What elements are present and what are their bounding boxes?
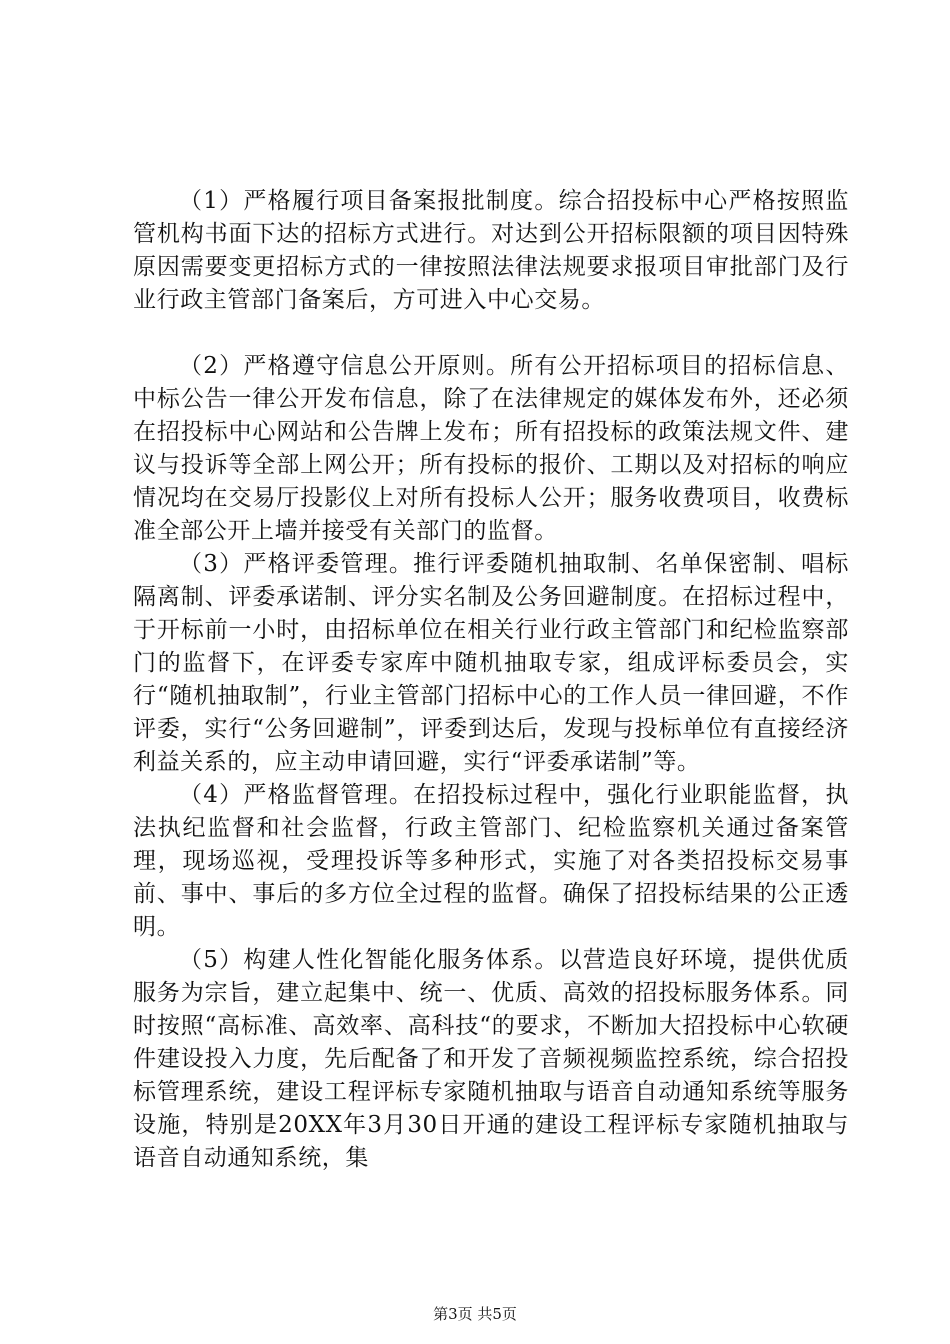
page-footer: 第3页 共5页 (433, 1305, 517, 1323)
paragraph-4: （4）严格监督管理。在招投标过程中，强化行业职能监督，执法执纪监督和社会监督，行政主管部门、纪检监察机关通过备案管理，现场巡视，受理投诉等多种形式，实施了对各类招投标交易事前、事中、事后的多方位全过程的监督。确保了招投标结果的公正透明。 (133, 782, 849, 940)
paragraph-5: （5）构建人性化智能化服务体系。以营造良好环境，提供优质服务为宗旨，建立起集中、统一、优质、高效的招投标服务体系。同时按照“高标准、高效率、高科技“的要求，不断加大招投标中心软硬件建设投入力度，先后配备了和开发了音频视频监控系统，综合招投标管理系统，建设工程评标专家随机抽取与语音自动通知系统等服务设施，特别是20XX年3月30日开通的建设工程评标专家随机抽取与语音自动通知系统，集 (133, 947, 849, 1171)
document-body (133, 185, 849, 1175)
paragraph-3: （3）严格评委管理。推行评委随机抽取制、名单保密制、唱标隔离制、评委承诺制、评分实名制及公务回避制度。在招标过程中，于开标前一小时，由招标单位在相关行业行政主管部门和纪检监察部门的监督下，在评委专家库中随机抽取专家，组成评标委员会，实行“随机抽取制”，行业主管部门招标中心的工作人员一律回避，不作评委，实行“公务回避制”，评委到达后，发现与投标单位有直接经济利益关系的，应主动申请回避，实行“评委承诺制”等。 (133, 551, 849, 775)
paragraph-1: （1）严格履行项目备案报批制度。综合招投标中心严格按照监管机构书面下达的招标方式进行。对达到公开招标限额的项目因特殊原因需要变更招标方式的一律按照法律法规要求报项目审批部门及行业行政主管部门备案后，方可进入中心交易。 (133, 188, 849, 313)
paragraph-2: （2）严格遵守信息公开原则。所有公开招标项目的招标信息、中标公告一律公开发布信息，除了在法律规定的媒体发布外，还必须在招投标中心网站和公告牌上发布；所有招投标的政策法规文件、建议与投诉等全部上网公开；所有投标的报价、工期以及对招标的响应情况均在交易厅投影仪上对所有投标人公开；服务收费项目，收费标准全部公开上墙并接受有关部门的监督。 (133, 353, 849, 544)
